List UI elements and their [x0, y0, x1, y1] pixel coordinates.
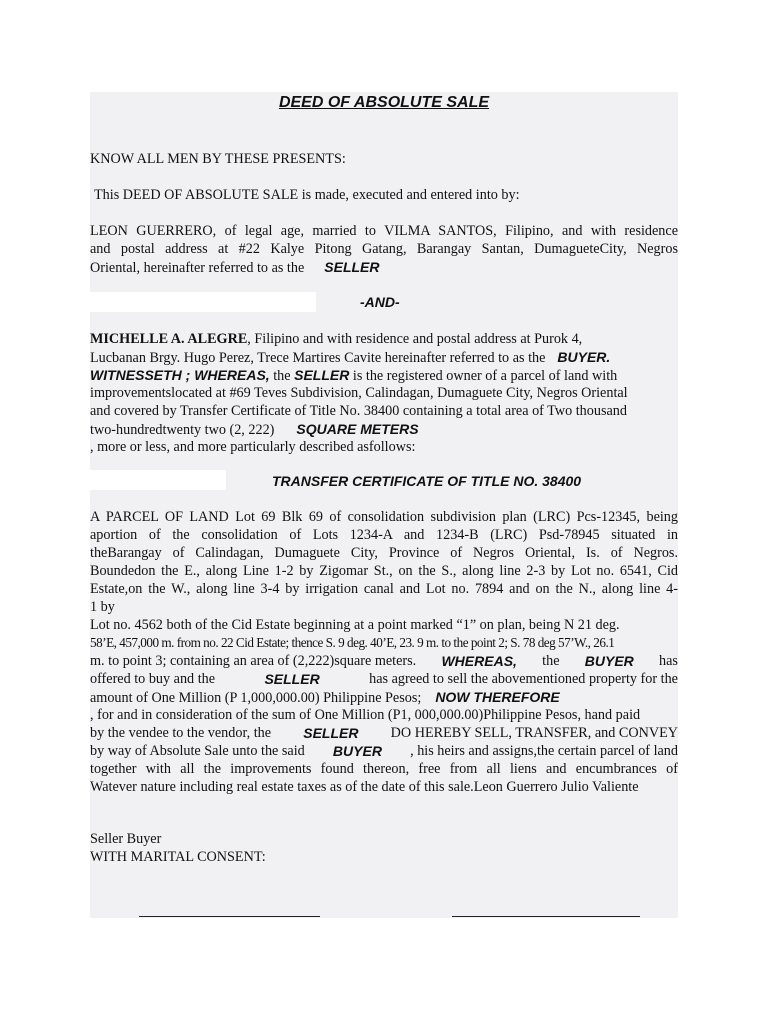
description-line: m. to point 3; containing an area of (2,222)square meters. WHEREAS, the BUYER has	[90, 653, 678, 669]
document-title: DEED OF ABSOLUTE SALE	[278, 94, 490, 111]
seller-paragraph: Oriental, hereinafter referred to as the SELLER	[90, 259, 380, 276]
description-line: by way of Absolute Sale unto the said BUYER , his heirs and assigns,the certain parcel of land	[90, 743, 678, 759]
description-line: 58’E, 457,000 m. from no. 22 Cid Estate; thence S. 9 deg. 40’E, 23. 9 m. to the point 2; S. 78 deg 57’W., 26.1	[90, 635, 615, 650]
description-line: Estate,on the W., along line 3-4 by irrigation canal and Lot no. 7894 and on the N., along line 4-	[90, 581, 678, 597]
redaction-bar	[90, 470, 226, 490]
intro-line: This DEED OF ABSOLUTE SALE is made, executed and entered into by:	[94, 187, 520, 203]
seller-signature-line	[139, 916, 320, 917]
description-line: A PARCEL OF LAND Lot 69 Blk 69 of consolidation subdivision plan (LRC) Pcs-12345, being	[90, 509, 678, 525]
signatory-labels: Seller Buyer	[90, 831, 162, 847]
preamble: KNOW ALL MEN BY THESE PRESENTS:	[90, 151, 346, 167]
description-line: Boundedon the E., along Line 1-2 by Zigomar St., on the S., along line 2-3 by Lot no. 6541, Cid	[90, 563, 678, 579]
description-line: theBarangay of Calindagan, Dumaguete City, Province of Negros Oriental, Is. of Negros.	[90, 545, 678, 561]
witness-paragraph: and covered by Transfer Certificate of Title No. 38400 containing a total area of Two thousand	[90, 403, 627, 419]
witness-paragraph: , more or less, and more particularly described asfollows:	[90, 439, 416, 455]
seller-paragraph: LEON GUERRERO, of legal age, married to VILMA SANTOS, Filipino, and with residence	[90, 223, 678, 239]
description-line: offered to buy and the SELLER has agreed to sell the abovementioned property for the	[90, 671, 678, 687]
redaction-bar	[90, 292, 316, 312]
witness-paragraph: two-hundredtwenty two (2, 222) SQUARE METERS	[90, 421, 419, 438]
buyer-paragraph: Lucbanan Brgy. Hugo Perez, Trece Martires Cavite hereinafter referred to as the BUYER.	[90, 349, 611, 366]
witness-paragraph: improvementslocated at #69 Teves Subdivision, Calindagan, Dumaguete City, Negros Oriental	[90, 385, 628, 401]
marital-consent: WITH MARITAL CONSENT:	[90, 849, 266, 865]
and-separator: -AND-	[360, 294, 400, 310]
tct-heading: TRANSFER CERTIFICATE OF TITLE NO. 38400	[272, 473, 582, 489]
buyer-signature-line	[452, 916, 640, 917]
description-line: together with all the improvements found thereon, free from all liens and encumbrances of	[90, 761, 678, 777]
description-line: , for and in consideration of the sum of One Million (P1, 000,000.00)Philippine Pesos, hand paid	[90, 707, 641, 723]
buyer-paragraph: MICHELLE A. ALEGRE, Filipino and with residence and postal address at Purok 4,	[90, 331, 583, 347]
seller-paragraph: and postal address at #22 Kalye Pitong Gatang, Barangay Santan, DumagueteCity, Negros	[90, 241, 678, 257]
description-line: amount of One Million (P 1,000,000.00) Philippine Pesos; NOW THEREFORE	[90, 689, 560, 706]
witness-paragraph: WITNESSETH ; WHEREAS, the SELLER is the registered owner of a parcel of land with	[90, 367, 618, 384]
description-line: by the vendee to the vendor, the SELLER DO HEREBY SELL, TRANSFER, and CONVEY	[90, 725, 678, 741]
description-line: 1 by	[90, 599, 115, 615]
description-line: Lot no. 4562 both of the Cid Estate beginning at a point marked “1” on plan, being N 21 deg.	[90, 617, 620, 633]
description-line: aportion of the consolidation of Lots 1234-A and 1234-B (LRC) Psd-78945 situated in	[90, 527, 678, 543]
description-line: Watever nature including real estate taxes as of the date of this sale.Leon Guerrero Julio Valiente	[90, 779, 639, 795]
